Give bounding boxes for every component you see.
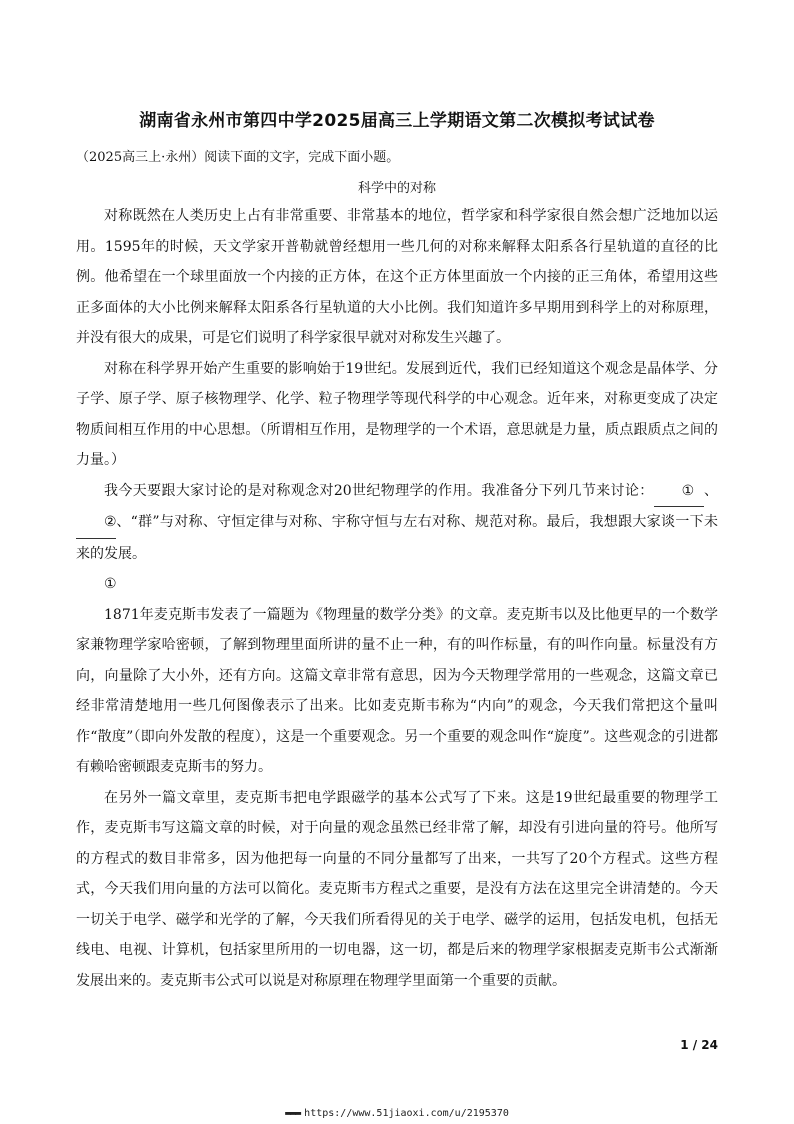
fill-in-blank-2: [76, 507, 116, 539]
article-body: [76, 201, 718, 996]
paragraph-2: 对称在科学界开始产生重要的影响始于19世纪。发展到近代，我们已经知道这个观念是晶体学、分子学、原子学、原子核物理学、化学、粒子物理学等现代科学的中心观念。近年来，对称更变成了决定物质间相互作用的中心思想。（所谓相互作用，是物理学的一个术语，意思就是力量，质点跟质点之间的力量。）: [76, 360, 718, 468]
article-title: 科学中的对称: [357, 181, 436, 196]
paragraph-4: 1871年麦克斯韦发表了一篇题为《物理量的数学分类》的文章。麦克斯韦以及比他更早的一个数学家兼物理学家哈密顿，了解到物理里面所讲的量不止一种，有的叫作标量，有的叫作向量。标量没有方向，向量除了大小外，还有方向。这篇文章非常有意思，因为今天物理学常用的一些观念，这篇文章已经非常清楚地用一些几何图像表示了出来。比如麦克斯韦称为“内向”的观念，今天我们常把这个量叫作“散度”（即向外发散的程度），这是一个重要观念。另一个重要的观念叫作“旋度”。这些观念的引进都有赖哈密顿跟麦克斯韦的努力。: [76, 606, 718, 775]
page-number: 1 / 24: [680, 1038, 718, 1052]
fill-in-blank-1: [654, 476, 704, 508]
document-title: 湖南省永州市第四中学2025届高三上学期语文第二次模拟考试试卷: [139, 111, 655, 131]
question-source-line: （2025高三上·永州）阅读下面的文字，完成下面小题。: [76, 150, 400, 165]
blank-2-marker: ②: [104, 514, 117, 530]
footer-url[interactable]: https://www.51jiaoxi.com/u/2195370: [304, 1108, 509, 1119]
footer-decoration: ▬▬▬: [285, 1108, 301, 1119]
blank-1-marker: ①: [681, 482, 695, 499]
blank-2-separator: 、: [116, 514, 131, 530]
footer-watermark: [0, 1108, 794, 1119]
paragraph-3: [76, 476, 718, 570]
paragraph-3-tail: “群”与对称、守恒定律与对称、宇称守恒与左右对称、规范对称。最后，我想跟大家谈一下未来的发展。: [76, 514, 719, 562]
paragraph-1: 对称既然在人类历史上占有非常重要、非常基本的地位，哲学家和科学家很自然会想广泛地加以运用。1595年的时候，天文学家开普勒就曾经想用一些几何的对称来解释太阳系各行星轨道的直径的比例。他希望在一个球里面放一个内接的正方体，在这个正方体里面放一个内接的正三角体，希望用这些正多面体的大小比例来解释太阳系各行星轨道的大小比例。我们知道许多早期用到科学上的对称原理，并没有很大的成果，可是它们说明了科学家很早就对对称发生兴趣了。: [76, 208, 718, 346]
paragraph-5: 在另外一篇文章里，麦克斯韦把电学跟磁学的基本公式写了下来。这是19世纪最重要的物理学工作，麦克斯韦写这篇文章的时候，对于向量的观念虽然已经非常了解，却没有引进向量的符号。他所写的方程式的数目非常多，因为他把每一向量的不同分量都写了出来，一共写了20个方程式。这些方程式，今天我们用向量的方法可以简化。麦克斯韦方程式之重要，是没有方法在这里完全讲清楚的。今天一切关于电学、磁学和光学的了解，今天我们所看得见的关于电学、磁学的运用，包括发电机，包括无线电、电视、计算机，包括家里所用的一切电器，这一切，都是后来的物理学家根据麦克斯韦公式渐渐发展出来的。麦克斯韦公式可以说是对称原理在物理学里面第一个重要的贡献。: [76, 789, 718, 989]
blank-1-separator: 、: [703, 482, 719, 499]
paragraph-3-lead: 我今天要跟大家讨论的是对称观念对20世纪物理学的作用。我准备分下列几节来讨论：: [104, 482, 654, 499]
section-1-marker: ①: [104, 576, 117, 592]
